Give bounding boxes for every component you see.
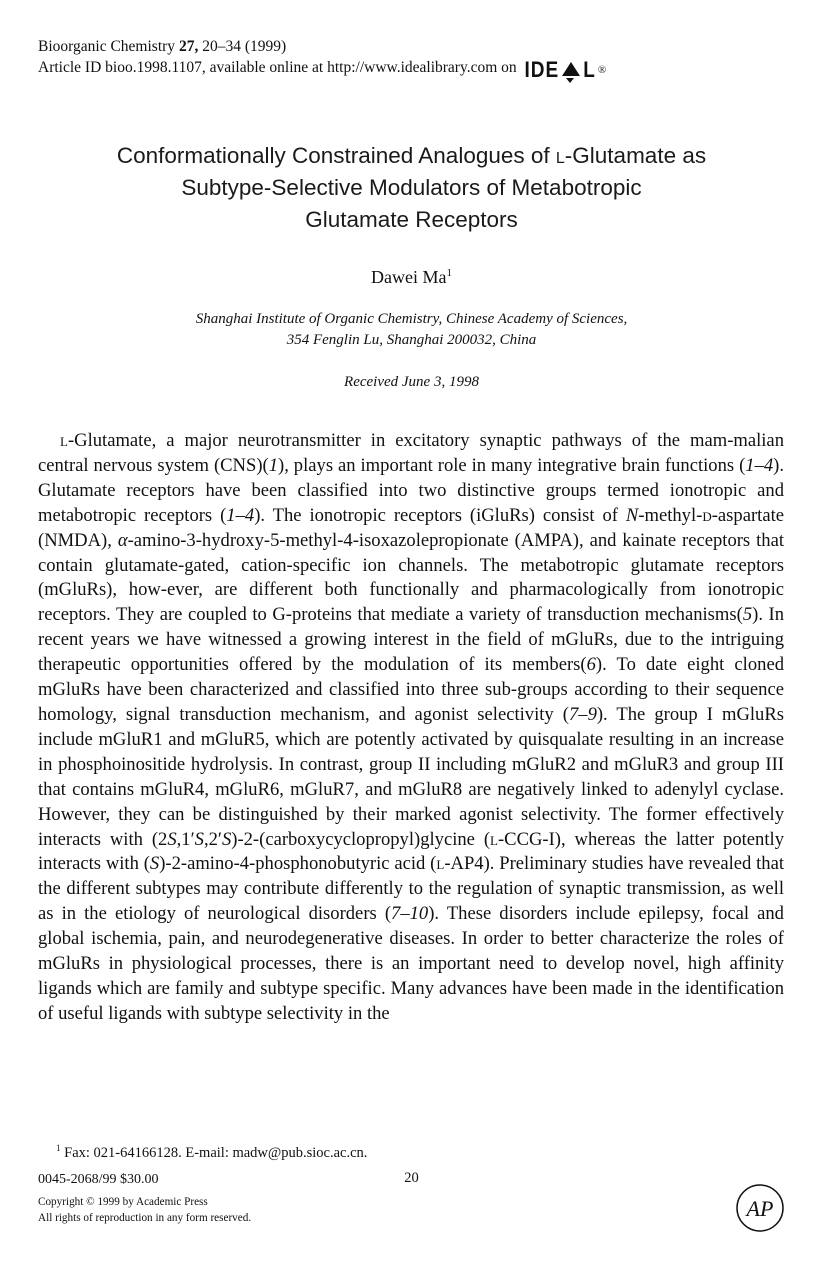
citation-line	[38, 36, 606, 57]
author-name: Dawei Ma	[371, 267, 447, 287]
citation: 1–4	[226, 504, 255, 526]
journal-pages: 20–34 (1999)	[202, 38, 287, 55]
citation: 6	[586, 654, 596, 676]
page-number: 20	[404, 1170, 419, 1186]
article-title	[0, 140, 823, 236]
ideal-logo[interactable]	[525, 60, 607, 84]
affiliation-line-2: 354 Fenglin Lu, Shanghai 200032, China	[286, 332, 537, 348]
author-footnote-mark: 1	[446, 267, 452, 279]
author	[0, 267, 823, 288]
title-line-2: Subtype-Selective Modulators of Metabotropic	[181, 175, 642, 200]
footnote	[56, 1143, 367, 1162]
article-id-line	[38, 57, 606, 84]
svg-text:AP: AP	[746, 1196, 774, 1221]
citation: 7–10	[391, 903, 429, 925]
citation: 5	[742, 604, 753, 626]
article-id-text: Article ID bioo.1998.1107, available online at http://www.idealibrary.com on	[38, 59, 517, 76]
title-line-3: Glutamate Receptors	[305, 207, 518, 232]
body-paragraph: l-Glutamate, a major neurotransmitter in excitatory synaptic pathways of the mam-malian central nervous system (CNS)(1), plays an important role in many integrative brain functions (1–4). Glutamate receptors have been classified into two distinctive groups termed ionotropic and metabotropic receptors (1–4). The ionotropic receptors (iGluRs) consist of N-methyl-d-aspartate (NMDA), α-amino-3-hydroxy-5-methyl-4-isoxazolepropionate (AMPA), and kainate receptors that contain glutamate-gated, cation-specific ion channels. The metabotropic glutamate receptors (mGluRs), how-ever, are different both functionally and pharmacologically from ionotropic receptors. They are coupled to G-proteins that mediate a variety of transduction mechanisms(5). In recent years we have witnessed a growing interest in the field of mGluRs, due to the intriguing therapeutic opportunities offered by the modulation of its members(6). To date eight cloned mGluRs have been characterized and classified into three sub-groups according to their sequence homology, signal transduction mechanism, and agonist selectivity (7–9). The group I mGluRs include mGluR1 and mGluR5, which are potently activated by quisqualate resulting in an increase in phosphoinositide hydrolysis. In contrast, group II including mGluR2 and mGluR3 and group III that contains mGluR4, mGluR6, mGluR7, and mGluR8 are negatively linked to adenylyl cyclase. However, they can be distinguished by their marked agonist selectivity. The former effectively interacts with (2S,1′S,2′S)-2-(carboxycyclopropyl)glycine (l-CCG-I), whereas the latter potently interacts with (S)-2-amino-4-phosphonobutyric acid (l-AP4). Preliminary studies have revealed that the different subtypes may contribute differently to the regulation of synaptic transmission, as well as in the etiology of neurological disorders (7–10). These disorders include epilepsy, focal and global ischemia, pain, and neurodegenerative diseases. In order to better characterize the roles of mGluRs in physiological processes, there is an important need to develop novel, high affinity ligands which are family and subtype specific. Many advances have been made in the identification of useful ligands with subtype selectivity in the	[38, 430, 785, 1024]
ideal-a-icon	[560, 60, 582, 84]
journal-header	[38, 36, 606, 84]
footnote-mark: 1	[56, 1143, 61, 1153]
academic-press-logo-icon	[735, 1183, 785, 1233]
citation: 7–9	[568, 703, 597, 725]
journal-name: Bioorganic Chemistry	[38, 38, 176, 55]
citation: 1	[268, 454, 279, 476]
footnote-text: Fax: 021-64166128. E-mail: madw@pub.sioc.ac.cn.	[64, 1144, 368, 1161]
copyright-line-2: All rights of reproduction in any form reserved.	[38, 1212, 252, 1224]
copyright-line-1: Copyright © 1999 by Academic Press	[38, 1196, 208, 1208]
ideal-logo-text-left: IDE	[524, 58, 560, 83]
registered-mark: ®	[597, 64, 607, 76]
copyright-notice	[38, 1194, 251, 1226]
citation: 1–4	[745, 454, 774, 476]
affiliation-line-1: Shanghai Institute of Organic Chemistry, Chinese Academy of Sciences,	[195, 311, 628, 327]
received-date: Received June 3, 1998	[344, 374, 479, 390]
affiliation	[0, 309, 823, 351]
issn-price: 0045-2068/99 $30.00	[38, 1172, 159, 1187]
ideal-logo-text-right: L	[583, 58, 596, 83]
title-line-1: Conformationally Constrained Analogues of l-Glutamate as	[116, 143, 707, 168]
journal-volume: 27,	[178, 38, 199, 55]
